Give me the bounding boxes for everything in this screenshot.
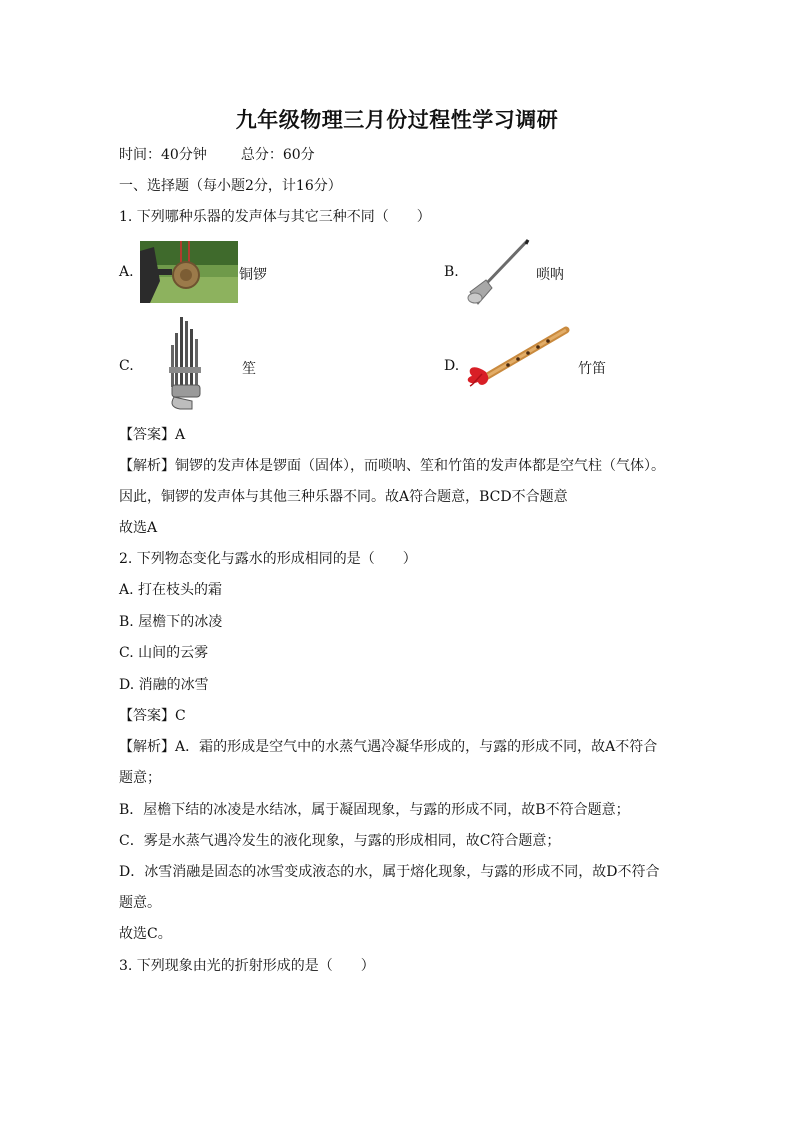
q3-stem: 3. 下列现象由光的折射形成的是（ ）	[119, 958, 375, 974]
q1-analysis-line-2: 因此，铜锣的发声体与其他三种乐器不同。故A符合题意，BCD不合题意	[119, 489, 568, 505]
gong-photo-icon	[140, 241, 238, 303]
q1-stem: 1. 下列哪种乐器的发声体与其它三种不同（ ）	[119, 209, 431, 225]
q1-analysis-line-1: 【解析】铜锣的发声体是锣面（固体），而唢呐、笙和竹笛的发声体都是空气柱（气体）。	[119, 458, 665, 474]
q1-option-d-letter: D.	[444, 358, 460, 374]
q1-option-c-name: 笙	[242, 361, 256, 377]
q1-option-b-letter: B.	[444, 264, 459, 280]
q2-option-b: B. 屋檐下的冰凌	[119, 614, 223, 630]
section-heading: 一、选择题（每小题2分，计16分）	[119, 178, 342, 194]
q2-stem: 2. 下列物态变化与露水的形成相同的是（ ）	[119, 551, 417, 567]
q2-analysis-line-6: 题意。	[119, 895, 161, 911]
suona-photo-icon	[464, 236, 534, 306]
q2-analysis-line-7: 故选C。	[119, 926, 172, 942]
q1-option-d-name: 竹笛	[578, 361, 606, 377]
q2-option-a: A. 打在枝头的霜	[119, 582, 223, 598]
exam-time: 时间：40分钟	[119, 147, 207, 163]
q2-option-d: D. 消融的冰雪	[119, 677, 209, 693]
q1-analysis-line-3: 故选A	[119, 520, 158, 536]
q1-answer: 【答案】A	[119, 427, 186, 443]
q2-analysis-line-2: 题意；	[119, 770, 161, 786]
exam-total: 总分：60分	[240, 147, 315, 163]
page-title: 九年级物理三月份过程性学习调研	[235, 107, 559, 132]
q1-option-a-letter: A.	[119, 264, 134, 280]
q2-analysis-line-3: B．屋檐下结的冰凌是水结冰，属于凝固现象，与露的形成不同，故B不符合题意；	[119, 802, 630, 818]
sheng-photo-icon	[162, 315, 212, 413]
q2-analysis-line-4: C．雾是水蒸气遇冷发生的液化现象，与露的形成相同，故C符合题意；	[119, 833, 561, 849]
q1-option-c-letter: C.	[119, 358, 134, 374]
q2-analysis-line-5: D．冰雪消融是固态的冰雪变成液态的水，属于熔化现象，与露的形成不同，故D不符合	[119, 864, 660, 880]
q2-answer: 【答案】C	[119, 708, 186, 724]
q2-analysis-line-1: 【解析】A．霜的形成是空气中的水蒸气遇冷凝华形成的，与露的形成不同，故A不符合	[119, 739, 658, 755]
q1-option-a-name: 铜锣	[239, 267, 267, 283]
q2-option-c: C. 山间的云雾	[119, 645, 209, 661]
q1-option-b-name: 唢呐	[536, 267, 564, 283]
exam-meta	[119, 145, 315, 165]
flute-photo-icon	[462, 326, 570, 388]
